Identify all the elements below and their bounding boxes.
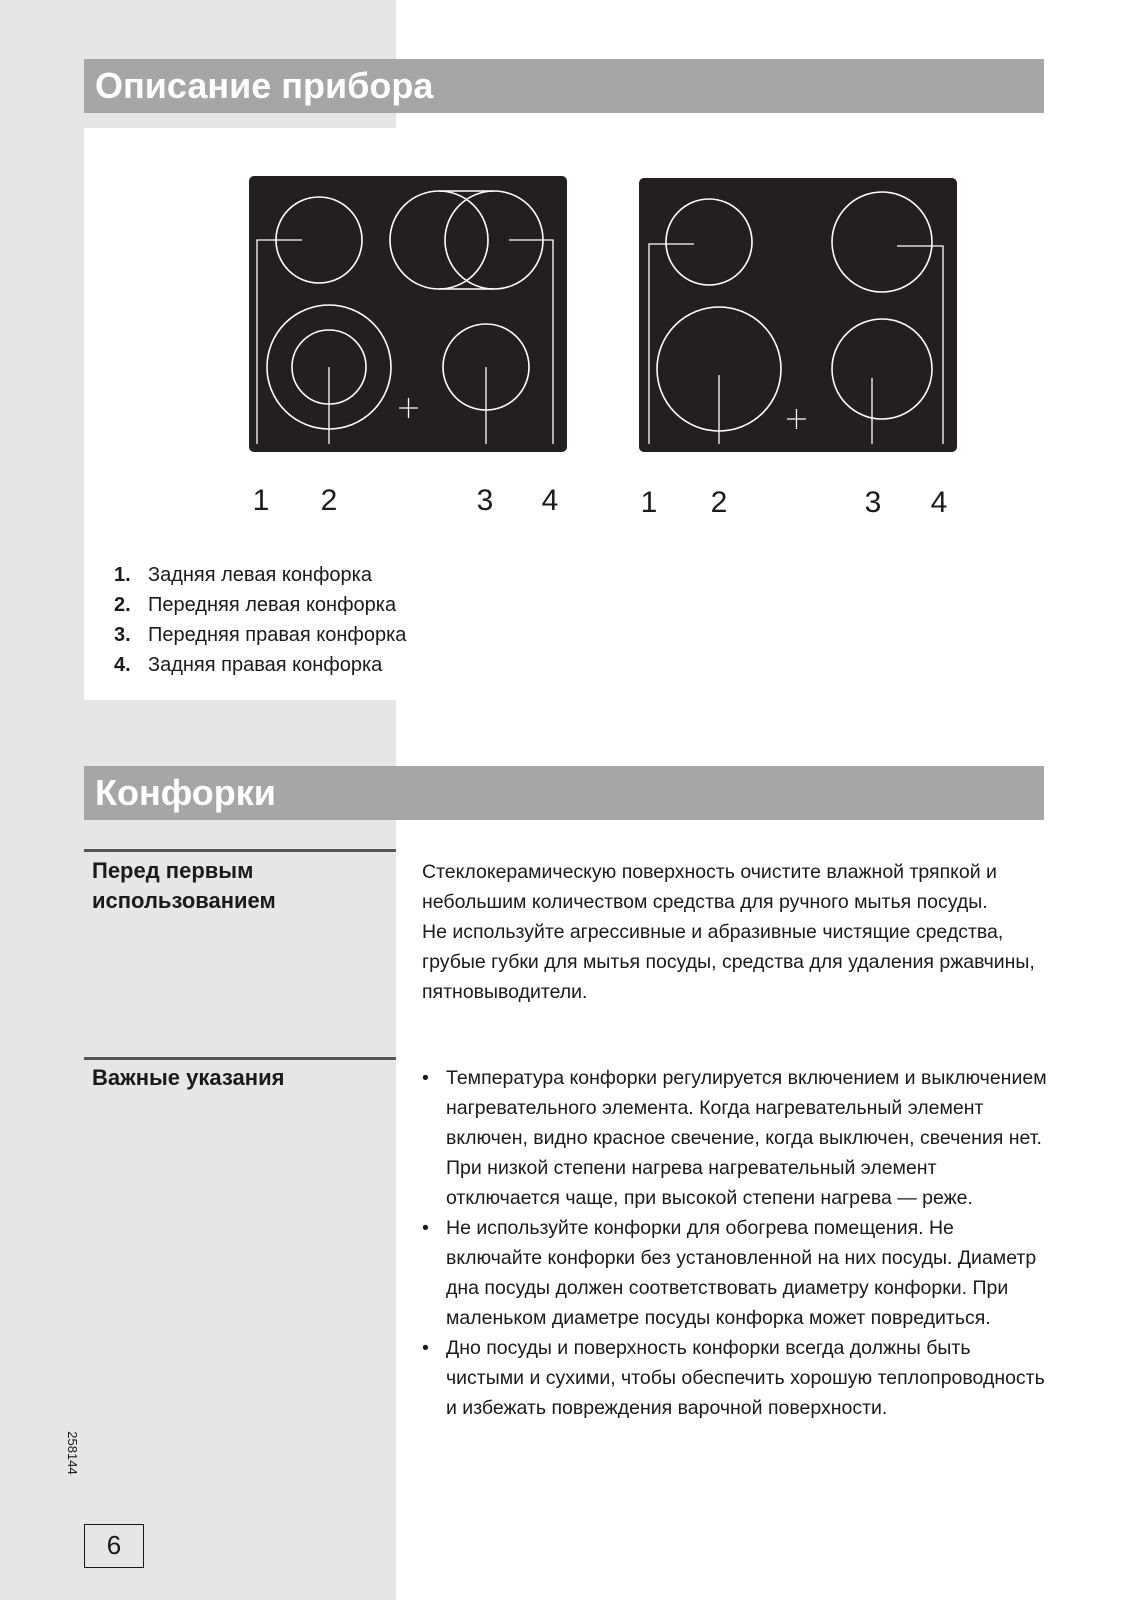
legend-label: Передняя правая конфорка [148,624,407,646]
before-first-use-text [422,857,1047,1007]
burner-legend [114,560,406,680]
callout-4: 4 [541,484,559,517]
callout-3: 3 [476,484,494,517]
callout-2: 2 [320,484,338,517]
legend-item [114,650,406,680]
callout-1: 1 [640,486,658,519]
callout-4: 4 [930,486,948,519]
callout-2: 2 [710,486,728,519]
list-item [422,1213,1047,1333]
bullet-icon: • [422,1217,429,1239]
important-notes-list [422,1063,1047,1423]
callout-1: 1 [252,484,270,517]
paragraph: Стеклокерамическую поверхность очистите влажной тряпкой и небольшим количеством средства для ручного мытья посуды. [422,861,997,913]
hob-diagram-left [249,174,567,454]
legend-item [114,620,406,650]
paragraph: Не используйте агрессивные и абразивные чистящие средства, грубые губки для мытья посуды, средства для удаления ржавчины, пятновыводители. [422,921,1035,1003]
callout-3: 3 [864,486,882,519]
legend-item [114,590,406,620]
section-title-burners: Конфорки [84,766,1044,820]
legend-label: Передняя левая конфорка [148,594,397,616]
legend-number: 2. [114,594,131,616]
divider [84,1057,396,1060]
list-item [422,1063,1047,1213]
legend-number: 1. [114,564,131,586]
bullet-icon: • [422,1067,429,1089]
legend-label: Задняя правая конфорка [148,654,383,676]
hob-right-svg [639,174,957,454]
document-code: 258144 [65,1431,80,1475]
list-item-text: Дно посуды и поверхность конфорки всегда должны быть чистыми и сухими, чтобы обеспечить хорошую теплопроводность и избежать повреждения варочной поверхности. [446,1337,1045,1419]
important-notes-title: Важные указания [92,1065,285,1090]
hob-diagram-right [639,174,957,454]
list-item-text: Не используйте конфорки для обогрева помещения. Не включайте конфорки без установленной на них посуды. Диаметр дна посуды должен соответствовать диаметру конфорки. При маленьком диаметре посуды конфорка может повредиться. [446,1217,1037,1329]
legend-number: 3. [114,624,131,646]
list-item-text: Температура конфорки регулируется включением и выключением нагревательного элемента. Когда нагревательный элемент включен, видно красное свечение, когда выключен, свечения нет. При низкой степени нагрева нагревательный элемент отключается чаще, при высокой степени нагрева — реже. [446,1067,1047,1209]
legend-label: Задняя левая конфорка [148,564,372,586]
divider [84,849,396,852]
list-item [422,1333,1047,1423]
legend-item [114,560,406,590]
before-first-use-title: Перед первым использованием [92,858,276,913]
page-number: 6 [84,1524,144,1568]
legend-number: 4. [114,654,131,676]
section-title-description: Описание прибора [84,59,1044,113]
hob-left-svg [249,174,567,454]
bullet-icon: • [422,1337,429,1359]
